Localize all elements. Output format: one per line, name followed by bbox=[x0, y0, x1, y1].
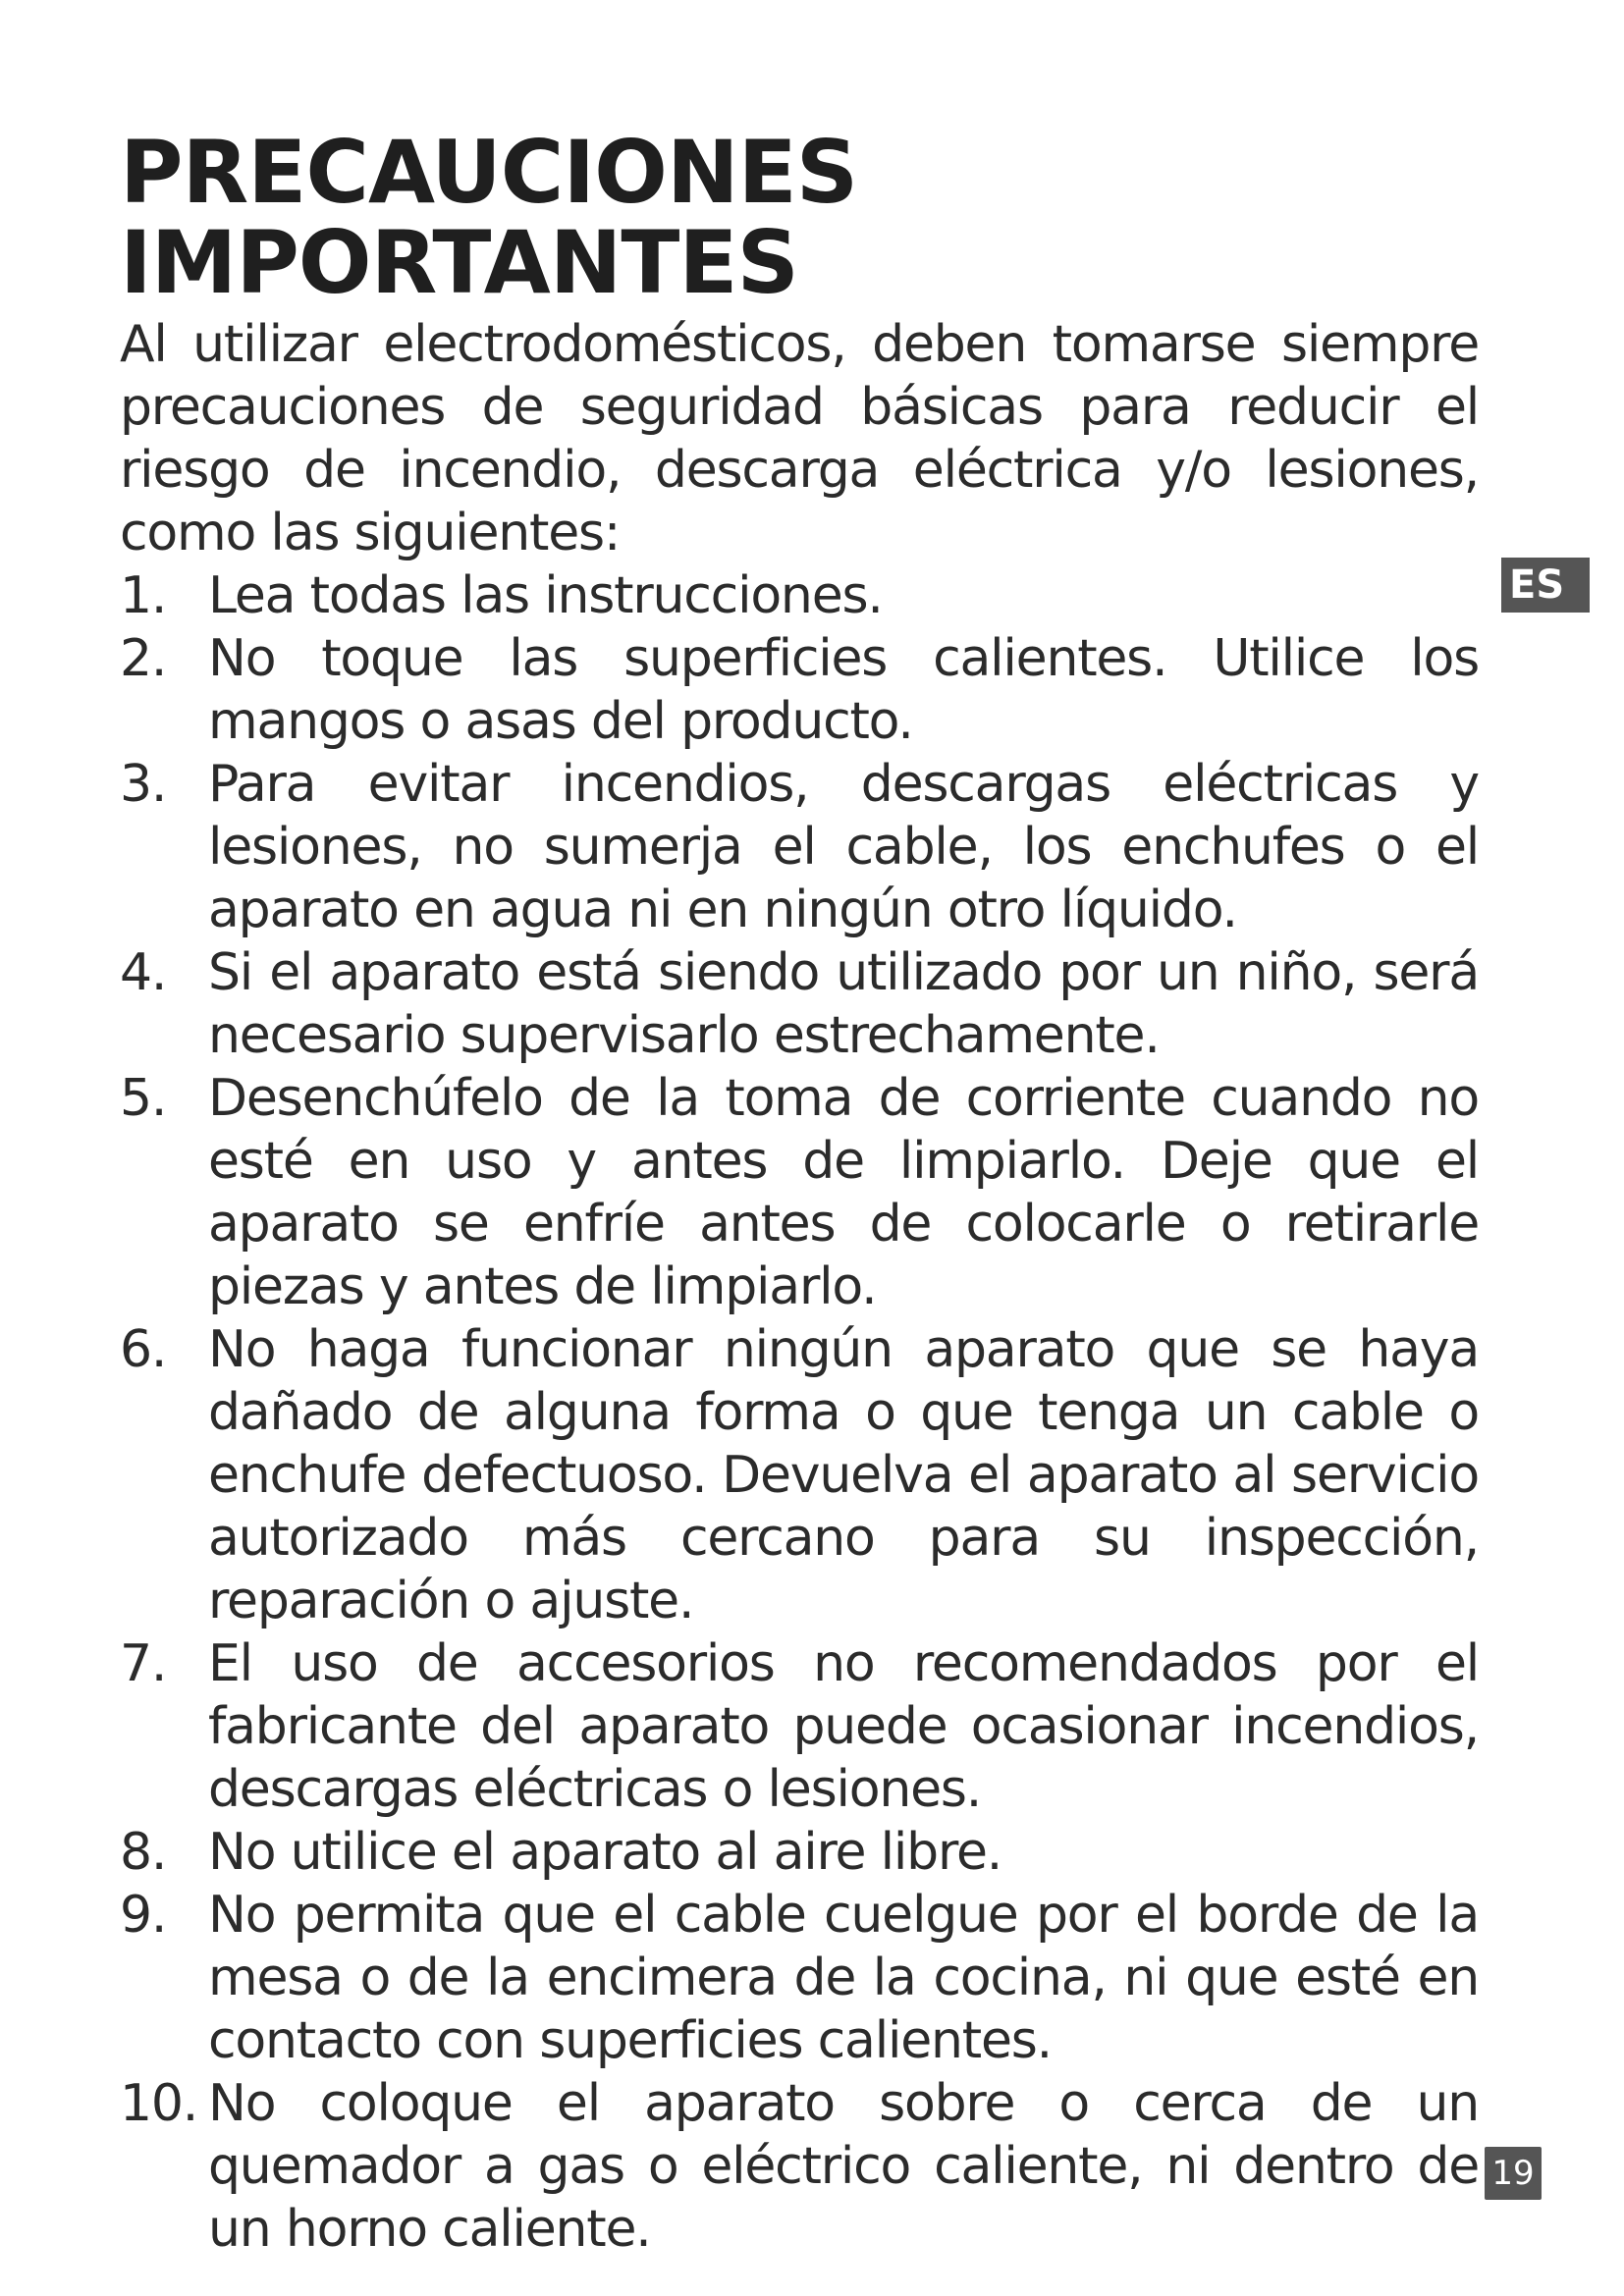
list-item bbox=[120, 2072, 1479, 2261]
item-text: No toque las superficies calientes. Utilice los mangos o asas del producto. bbox=[208, 628, 1479, 751]
list-item bbox=[120, 1318, 1479, 1632]
list-item bbox=[120, 941, 1479, 1067]
language-tab: ES bbox=[1501, 558, 1590, 613]
item-number: 3. bbox=[120, 754, 167, 814]
item-number: 7. bbox=[120, 1633, 167, 1693]
item-text: El uso de accesorios no recomendados por el fabricante del aparato puede ocasionar incendios, descargas eléctricas o lesiones. bbox=[208, 1633, 1479, 1819]
item-number: 2. bbox=[120, 628, 167, 688]
item-number: 4. bbox=[120, 942, 167, 1002]
item-text: No utilice el aparato al aire libre. bbox=[208, 1822, 1002, 1882]
item-text: Si el aparato está siendo utilizado por un niño, será necesario supervisarlo estrechamente. bbox=[208, 942, 1479, 1065]
item-number: 6. bbox=[120, 1319, 167, 1379]
list-item bbox=[120, 1632, 1479, 1821]
intro-paragraph: Al utilizar electrodomésticos, deben tomarse siempre precauciones de seguridad básicas para reducir el riesgo de incendio, descarga eléctrica y/o lesiones, como las siguientes: bbox=[120, 314, 1479, 562]
list-item bbox=[120, 1067, 1479, 1318]
item-text: Desenchúfelo de la toma de corriente cuando no esté en uso y antes de limpiarlo. Deje que el aparato se enfríe antes de colocarle o retirarle piezas y antes de limpiarlo. bbox=[208, 1068, 1479, 1316]
precautions-list bbox=[120, 564, 1479, 2261]
item-number: 9. bbox=[120, 1885, 167, 1945]
list-item bbox=[120, 753, 1479, 941]
item-number: 1. bbox=[120, 565, 167, 625]
list-item bbox=[120, 564, 1479, 627]
item-text: No coloque el aparato sobre o cerca de un quemador a gas o eléctrico caliente, ni dentro de un horno caliente. bbox=[208, 2073, 1479, 2259]
page-number-badge: 19 bbox=[1485, 2147, 1542, 2200]
item-text: No haga funcionar ningún aparato que se haya dañado de alguna forma o que tenga un cable o enchufe defectuoso. Devuelva el aparato al servicio autorizado más cercano para su inspección, reparación o ajuste. bbox=[208, 1319, 1479, 1630]
item-number: 10. bbox=[120, 2073, 198, 2133]
item-number: 5. bbox=[120, 1068, 167, 1128]
item-text: No permita que el cable cuelgue por el borde de la mesa o de la encimera de la cocina, ni que esté en contacto con superficies calientes. bbox=[208, 1885, 1479, 2070]
item-number: 8. bbox=[120, 1822, 167, 1882]
page-title: PRECAUCIONES IMPORTANTES bbox=[120, 122, 858, 314]
list-item bbox=[120, 1884, 1479, 2072]
item-text: Para evitar incendios, descargas eléctricas y lesiones, no sumerja el cable, los enchufes o el aparato en agua ni en ningún otro líquido. bbox=[208, 754, 1479, 939]
item-text: Lea todas las instrucciones. bbox=[208, 565, 883, 625]
list-item bbox=[120, 627, 1479, 753]
list-item bbox=[120, 1821, 1479, 1884]
document-body bbox=[120, 122, 1479, 2261]
